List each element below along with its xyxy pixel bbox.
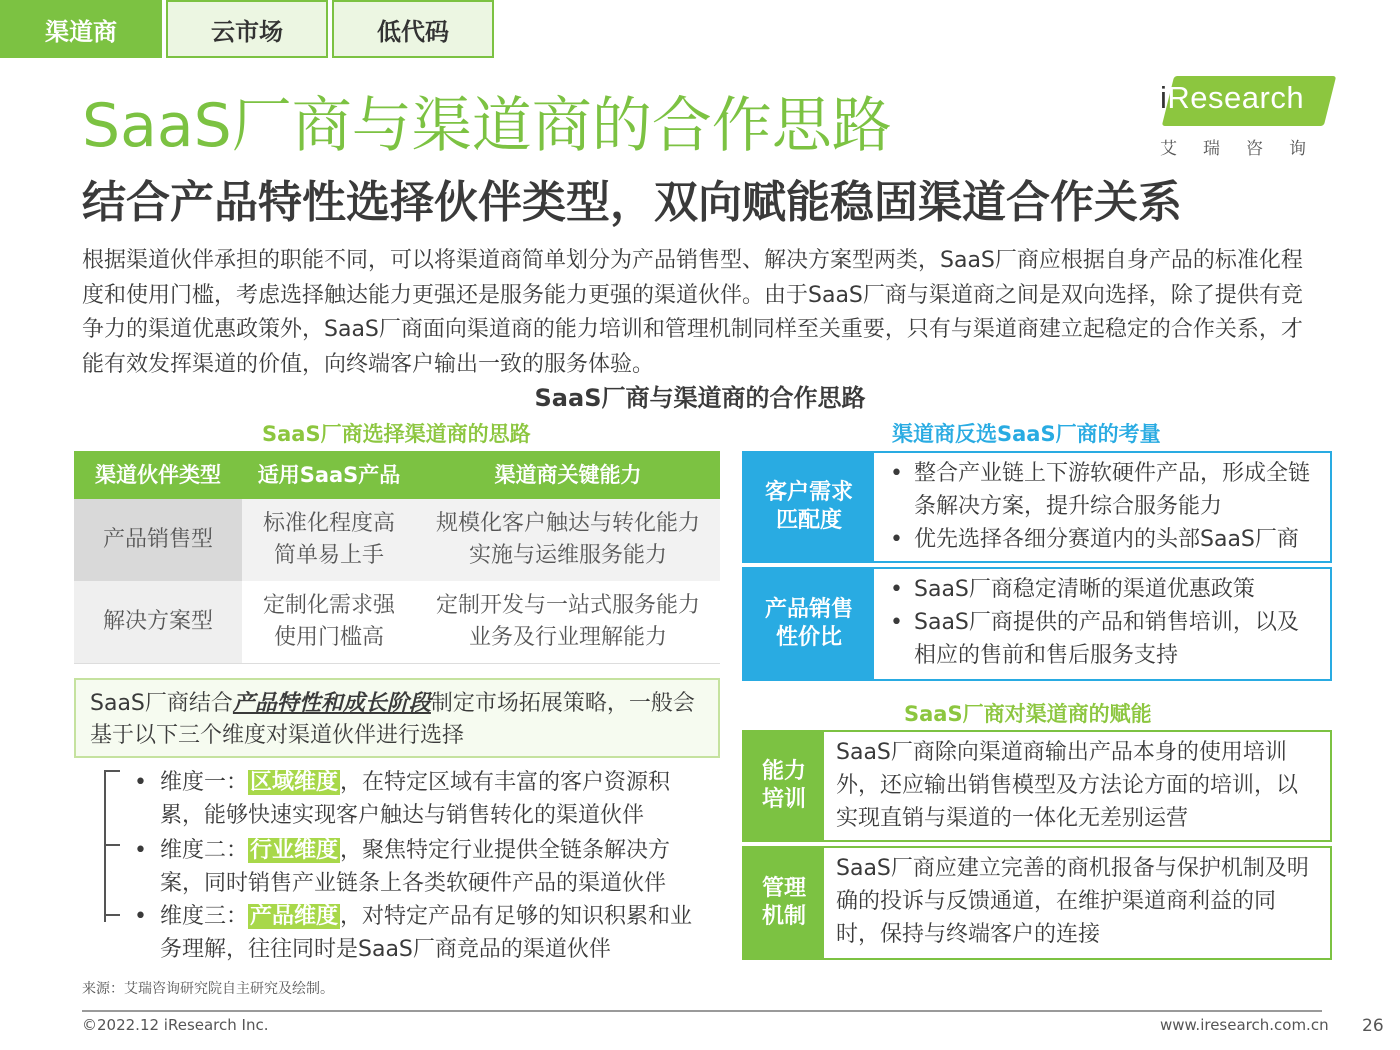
bracket-tick — [104, 844, 120, 846]
dimension-text: ，在特定区域有丰富的客户资源积累，能够快速实现客户触达与销售转化的渠道伙伴 — [160, 770, 671, 828]
panel-body — [874, 569, 1330, 679]
cell-line: 简单易上手 — [273, 543, 384, 568]
table-cell-type: 产品销售型 — [74, 499, 242, 581]
table-cell-type: 解决方案型 — [74, 581, 242, 663]
footer-url[interactable]: www.iresearch.com.cn — [1160, 1016, 1329, 1034]
list-item — [134, 834, 714, 900]
bullet-icon: • — [890, 610, 903, 635]
label-line: 产品销售 — [764, 597, 853, 622]
enablement-panel-management — [742, 846, 1332, 960]
page-title: SaaS厂商与渠道商的合作思路 — [82, 91, 892, 161]
cell-line: 业务及行业理解能力 — [468, 625, 667, 650]
top-tabs — [0, 0, 498, 58]
dimension-prefix: 维度一： — [160, 770, 249, 795]
page-number: 26 — [1362, 1016, 1384, 1036]
right-section-title-1: 渠道商反选SaaS厂商的考量 — [892, 422, 1161, 446]
bullet-icon: • — [134, 770, 147, 795]
tab-channel[interactable]: 渠道商 — [0, 0, 162, 58]
logo-i: i — [1160, 80, 1168, 115]
item-text: SaaS厂商稳定清晰的渠道优惠政策 — [914, 577, 1255, 602]
cell-line: 规模化客户触达与转化能力 — [435, 511, 700, 536]
table-header: 渠道伙伴类型 — [74, 451, 242, 499]
list-item — [886, 606, 1318, 672]
list-item — [886, 523, 1318, 556]
table-cell-product — [242, 499, 416, 581]
dimension-prefix: 维度二： — [160, 838, 249, 863]
bracket-tick — [104, 914, 120, 916]
strategy-emphasis: 产品特性和成长阶段 — [232, 691, 431, 716]
bracket-line — [104, 770, 118, 922]
item-text: 优先选择各细分赛道内的头部SaaS厂商 — [914, 527, 1299, 552]
strategy-box — [74, 678, 720, 758]
list-item — [886, 573, 1318, 606]
cell-line: 实施与运维服务能力 — [468, 543, 667, 568]
bullet-icon: • — [134, 838, 147, 863]
panel-body — [874, 453, 1330, 561]
label-line: 管理 — [761, 876, 806, 901]
list-item — [886, 457, 1318, 523]
label-line: 培训 — [761, 787, 806, 812]
panel-label — [744, 732, 824, 840]
logo-subtitle: 艾瑞咨询 — [1160, 139, 1332, 159]
label-line: 机制 — [761, 904, 806, 929]
table-cell-ability — [416, 499, 720, 581]
panel-label — [744, 569, 874, 679]
dimension-tag: 行业维度 — [250, 838, 339, 863]
dimension-prefix: 维度三： — [160, 904, 249, 929]
page-subtitle: 结合产品特性选择伙伴类型，双向赋能稳固渠道合作关系 — [82, 177, 1182, 228]
label-line: 能力 — [761, 759, 806, 784]
bullet-icon: • — [890, 461, 903, 486]
dimension-text: ，聚焦特定行业提供全链条解决方案，同时销售产业链条上各类软硬件产品的渠道伙伴 — [160, 838, 671, 896]
label-line: 匹配度 — [775, 508, 842, 533]
bracket-tick — [104, 770, 120, 772]
table-cell-ability — [416, 581, 720, 663]
tab-low-code[interactable]: 低代码 — [332, 0, 494, 58]
strategy-post: 制定市场拓展策略，一般会基于以下三个维度对渠道伙伴进行选择 — [90, 691, 695, 748]
logo-wordmark — [1160, 80, 1304, 116]
left-section-title: SaaS厂商选择渠道商的思路 — [262, 422, 531, 446]
item-text: SaaS厂商提供的产品和销售培训，以及相应的售前和售后服务支持 — [914, 610, 1299, 668]
consideration-panel-demand — [742, 451, 1332, 563]
enablement-panel-training — [742, 730, 1332, 842]
panel-label — [744, 453, 874, 561]
table-row — [74, 581, 720, 664]
table-row — [74, 499, 720, 581]
cell-line: 使用门槛高 — [273, 625, 384, 650]
list-item — [134, 900, 714, 966]
bullet-icon: • — [890, 577, 903, 602]
partner-type-table — [74, 451, 720, 664]
dimension-text: ，对特定产品有足够的知识积累和业务理解，往往同时是SaaS厂商竞品的渠道伙伴 — [160, 904, 693, 962]
table-header: 渠道商关键能力 — [416, 451, 720, 499]
table-header-row — [74, 451, 720, 499]
cell-line: 定制开发与一站式服务能力 — [435, 593, 700, 618]
logo-name: Research — [1167, 80, 1305, 115]
right-section-title-2: SaaS厂商对渠道商的赋能 — [904, 702, 1152, 726]
tab-cloud-market[interactable]: 云市场 — [166, 0, 328, 58]
strategy-pre: SaaS厂商结合 — [90, 691, 233, 716]
footer-copyright: ©2022.12 iResearch Inc. — [82, 1016, 269, 1034]
panel-label — [744, 848, 824, 958]
bullet-icon: • — [134, 904, 147, 929]
panel-body: SaaS厂商除向渠道商输出产品本身的使用培训外，还应输出销售模型及方法论方面的培训，以实现直销与渠道的一体化无差别运营 — [824, 732, 1330, 840]
footer-divider — [82, 1010, 1322, 1012]
diagram-title: SaaS厂商与渠道商的合作思路 — [534, 384, 866, 412]
cell-line: 标准化程度高 — [262, 511, 395, 536]
panel-body: SaaS厂商应建立完善的商机报备与保护机制及明确的投诉与反馈通道，在维护渠道商利益的同时，保持与终端客户的连接 — [824, 848, 1330, 958]
label-line: 客户需求 — [764, 480, 853, 505]
dimension-tag: 产品维度 — [250, 904, 339, 929]
dimension-tag: 区域维度 — [250, 770, 339, 795]
item-text: 整合产业链上下游软硬件产品，形成全链条解决方案，提升综合服务能力 — [914, 461, 1311, 519]
table-header: 适用SaaS产品 — [242, 451, 416, 499]
cell-line: 定制化需求强 — [262, 593, 395, 618]
intro-paragraph: 根据渠道伙伴承担的职能不同，可以将渠道商简单划分为产品销售型、解决方案型两类，SaaS厂商应根据自身产品的标准化程度和使用门槛，考虑选择触达能力更强还是服务能力更强的渠道伙伴。由于SaaS厂商与渠道商之间是双向选择，除了提供有竞争力的渠道优惠政策外，SaaS厂商面向渠道商的能力培训和管理机制同样至关重要，只有与渠道商建立起稳定的合作关系，才能有效发挥渠道的价值，向终端客户输出一致的服务体验。 — [82, 248, 1303, 377]
list-item — [134, 766, 714, 832]
iresearch-logo — [1158, 76, 1334, 160]
bullet-icon: • — [890, 527, 903, 552]
source-note: 来源：艾瑞咨询研究院自主研究及绘制。 — [82, 981, 334, 997]
table-cell-product — [242, 581, 416, 663]
label-line: 性价比 — [775, 625, 842, 650]
consideration-panel-value — [742, 567, 1332, 681]
